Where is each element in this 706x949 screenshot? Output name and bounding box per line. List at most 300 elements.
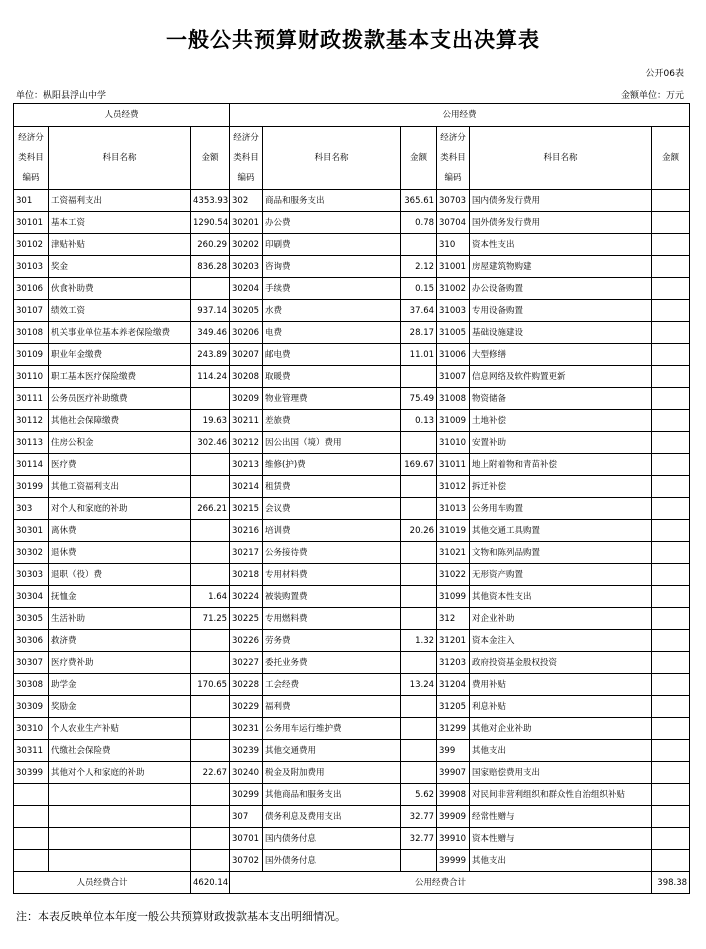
name-cell: 机关事业单位基本养老保险缴费 [49,322,191,344]
amount-cell: 19.63 [191,410,230,432]
code-cell: 30239 [230,740,263,762]
code-cell: 31009 [437,410,470,432]
col-code: 经济分类科目编码 [14,127,49,190]
code-cell: 31001 [437,256,470,278]
code-cell: 31008 [437,388,470,410]
amount-cell [401,476,437,498]
name-cell: 专用材料费 [263,564,401,586]
code-cell: 31205 [437,696,470,718]
code-cell [14,850,49,872]
name-cell: 利息补贴 [470,696,652,718]
code-cell: 30226 [230,630,263,652]
name-cell: 大型修缮 [470,344,652,366]
name-cell: 文物和陈列品购置 [470,542,652,564]
table-row [14,344,690,366]
amount-cell [652,762,690,784]
code-cell: 30208 [230,366,263,388]
table-row [14,850,690,872]
name-cell: 生活补助 [49,608,191,630]
table-note: 注：本表反映单位本年度一般公共预算财政拨款基本支出明细情况。 [16,910,346,923]
table-row [14,806,690,828]
name-cell: 医疗费补助 [49,652,191,674]
amount-cell [652,344,690,366]
amount-cell: 20.26 [401,520,437,542]
code-cell [14,828,49,850]
code-cell: 30703 [437,190,470,212]
code-cell: 30301 [14,520,49,542]
name-cell: 其他对个人和家庭的补助 [49,762,191,784]
table-row [14,432,690,454]
amount-cell: 22.67 [191,762,230,784]
name-cell: 水费 [263,300,401,322]
expenditure-table [13,103,690,894]
table-row [14,740,690,762]
amount-cell: 266.21 [191,498,230,520]
amount-cell [401,234,437,256]
code-cell: 30310 [14,718,49,740]
name-cell: 公务用车购置 [470,498,652,520]
code-cell: 31002 [437,278,470,300]
code-cell: 30304 [14,586,49,608]
amount-cell [652,784,690,806]
section-header-row [14,104,690,127]
amount-cell [191,652,230,674]
code-cell: 30228 [230,674,263,696]
code-cell: 30311 [14,740,49,762]
amount-cell [652,828,690,850]
amount-cell [652,366,690,388]
code-cell: 30214 [230,476,263,498]
amount-cell [191,696,230,718]
table-row [14,476,690,498]
name-cell: 国外债务发行费用 [470,212,652,234]
name-cell: 差旅费 [263,410,401,432]
code-cell: 39910 [437,828,470,850]
amount-cell [652,520,690,542]
table-row [14,454,690,476]
code-cell: 30227 [230,652,263,674]
code-cell: 30307 [14,652,49,674]
code-cell: 301 [14,190,49,212]
code-cell: 30109 [14,344,49,366]
code-cell: 31204 [437,674,470,696]
code-cell [14,784,49,806]
totals-row [14,872,690,894]
form-number: 公开06表 [645,69,684,79]
code-cell: 30302 [14,542,49,564]
amount-cell: 937.14 [191,300,230,322]
name-cell: 抚恤金 [49,586,191,608]
amount-cell: 11.01 [401,344,437,366]
name-cell: 对个人和家庭的补助 [49,498,191,520]
name-cell: 邮电费 [263,344,401,366]
col-code: 经济分类科目编码 [437,127,470,190]
code-cell: 30204 [230,278,263,300]
code-cell: 39999 [437,850,470,872]
name-cell: 劳务费 [263,630,401,652]
code-cell: 30303 [14,564,49,586]
name-cell: 助学金 [49,674,191,696]
code-cell: 30199 [14,476,49,498]
name-cell: 委托业务费 [263,652,401,674]
name-cell: 拆迁补偿 [470,476,652,498]
code-cell: 30201 [230,212,263,234]
amount-cell: 114.24 [191,366,230,388]
name-cell: 物资储备 [470,388,652,410]
amount-cell [652,806,690,828]
name-cell: 商品和服务支出 [263,190,401,212]
code-cell: 30113 [14,432,49,454]
table-row [14,828,690,850]
column-header-row [14,127,690,190]
table-row [14,366,690,388]
unit-label: 单位：枞阳县浮山中学 [16,91,107,101]
amount-cell [652,388,690,410]
amount-cell [191,718,230,740]
name-cell [49,806,191,828]
name-cell: 个人农业生产补贴 [49,718,191,740]
amount-cell: 71.25 [191,608,230,630]
code-cell: 31010 [437,432,470,454]
amount-cell [191,850,230,872]
amount-cell: 170.65 [191,674,230,696]
code-cell: 303 [14,498,49,520]
code-cell: 31099 [437,586,470,608]
amount-cell [652,696,690,718]
name-cell: 资本性赠与 [470,828,652,850]
name-cell: 资本金注入 [470,630,652,652]
amount-cell: 365.61 [401,190,437,212]
amount-cell [401,498,437,520]
code-cell: 31007 [437,366,470,388]
name-cell: 职工基本医疗保险缴费 [49,366,191,388]
table-row [14,212,690,234]
col-code: 经济分类科目编码 [230,127,263,190]
name-cell: 办公设备购置 [470,278,652,300]
name-cell: 手续费 [263,278,401,300]
name-cell: 对企业补助 [470,608,652,630]
amount-cell [652,564,690,586]
name-cell: 税金及附加费用 [263,762,401,784]
amount-cell [652,432,690,454]
name-cell: 其他工资福利支出 [49,476,191,498]
code-cell: 30212 [230,432,263,454]
amount-cell [652,454,690,476]
amount-cell [401,652,437,674]
amount-cell [652,476,690,498]
table-row [14,762,690,784]
table-row [14,674,690,696]
table-row [14,696,690,718]
amount-cell: 5.62 [401,784,437,806]
amount-cell: 260.29 [191,234,230,256]
code-cell: 30102 [14,234,49,256]
amount-cell: 75.49 [401,388,437,410]
name-cell: 政府投资基金股权投资 [470,652,652,674]
amount-cell [652,608,690,630]
name-cell: 无形资产购置 [470,564,652,586]
amount-cell: 4353.93 [191,190,230,212]
amount-cell: 32.77 [401,828,437,850]
name-cell: 对民间非营利组织和群众性自治组织补贴 [470,784,652,806]
amount-cell: 302.46 [191,432,230,454]
name-cell: 基本工资 [49,212,191,234]
name-cell: 住房公积金 [49,432,191,454]
name-cell: 退休费 [49,542,191,564]
amount-cell [401,718,437,740]
name-cell: 工资福利支出 [49,190,191,212]
table-row [14,498,690,520]
table-row [14,586,690,608]
amount-cell: 1.64 [191,586,230,608]
name-cell: 专用设备购置 [470,300,652,322]
name-cell: 其他商品和服务支出 [263,784,401,806]
name-cell: 奖励金 [49,696,191,718]
table-row [14,388,690,410]
name-cell: 奖金 [49,256,191,278]
name-cell: 公务用车运行维护费 [263,718,401,740]
code-cell: 31299 [437,718,470,740]
name-cell: 其他资本性支出 [470,586,652,608]
name-cell: 电费 [263,322,401,344]
code-cell: 30240 [230,762,263,784]
amount-cell [401,542,437,564]
name-cell: 福利费 [263,696,401,718]
amount-cell [401,564,437,586]
amount-cell [652,234,690,256]
code-cell: 31021 [437,542,470,564]
amount-cell [652,410,690,432]
name-cell: 地上附着物和青苗补偿 [470,454,652,476]
amount-cell: 1290.54 [191,212,230,234]
amount-cell: 32.77 [401,806,437,828]
amount-cell [191,828,230,850]
code-cell: 30206 [230,322,263,344]
code-cell: 30110 [14,366,49,388]
code-cell: 30103 [14,256,49,278]
table-row [14,410,690,432]
amount-cell [401,740,437,762]
personnel-total-amount: 4620.14 [191,872,230,894]
code-cell: 30305 [14,608,49,630]
code-cell: 30399 [14,762,49,784]
name-cell: 工会经费 [263,674,401,696]
name-cell: 信息网络及软件购置更新 [470,366,652,388]
section-public: 公用经费 [230,104,690,127]
name-cell: 办公费 [263,212,401,234]
code-cell: 30231 [230,718,263,740]
code-cell: 30224 [230,586,263,608]
code-cell: 30218 [230,564,263,586]
amount-cell [191,520,230,542]
name-cell: 救济费 [49,630,191,652]
code-cell: 30202 [230,234,263,256]
name-cell: 绩效工资 [49,300,191,322]
name-cell: 其他对企业补助 [470,718,652,740]
table-row [14,300,690,322]
amount-cell [652,652,690,674]
public-total-label: 公用经费合计 [230,872,652,894]
col-amount: 金额 [652,127,690,190]
amount-cell: 836.28 [191,256,230,278]
code-cell: 39908 [437,784,470,806]
name-cell: 被装购置费 [263,586,401,608]
table-row [14,256,690,278]
name-cell [49,850,191,872]
code-cell: 30205 [230,300,263,322]
code-cell: 30704 [437,212,470,234]
table-row [14,190,690,212]
amount-cell [191,388,230,410]
amount-cell [191,278,230,300]
name-cell: 公务员医疗补助缴费 [49,388,191,410]
amount-cell [401,432,437,454]
amount-cell [191,630,230,652]
name-cell: 基础设施建设 [470,322,652,344]
name-cell: 医疗费 [49,454,191,476]
name-cell: 退职（役）费 [49,564,191,586]
amount-cell: 243.89 [191,344,230,366]
code-cell: 30225 [230,608,263,630]
amount-cell [652,586,690,608]
code-cell: 399 [437,740,470,762]
amount-cell: 13.24 [401,674,437,696]
code-cell: 39907 [437,762,470,784]
name-cell: 债务利息及费用支出 [263,806,401,828]
name-cell: 其他支出 [470,740,652,762]
name-cell: 房屋建筑物购建 [470,256,652,278]
section-personnel: 人员经费 [14,104,230,127]
name-cell: 国家赔偿费用支出 [470,762,652,784]
amount-cell [191,542,230,564]
col-name: 科目名称 [263,127,401,190]
name-cell: 印刷费 [263,234,401,256]
personnel-total-label: 人员经费合计 [14,872,191,894]
amount-cell: 169.67 [401,454,437,476]
code-cell: 31019 [437,520,470,542]
amount-cell [191,564,230,586]
col-name: 科目名称 [470,127,652,190]
code-cell: 30308 [14,674,49,696]
public-total-amount: 398.38 [652,872,690,894]
name-cell [49,828,191,850]
name-cell: 专用燃料费 [263,608,401,630]
name-cell: 资本性支出 [470,234,652,256]
amount-cell: 0.15 [401,278,437,300]
amount-cell [652,630,690,652]
code-cell: 39909 [437,806,470,828]
name-cell: 国内债务发行费用 [470,190,652,212]
code-cell: 30217 [230,542,263,564]
name-cell: 安置补助 [470,432,652,454]
code-cell: 30106 [14,278,49,300]
table-row [14,322,690,344]
amount-cell [652,542,690,564]
name-cell: 伙食补助费 [49,278,191,300]
code-cell: 302 [230,190,263,212]
name-cell: 代缴社会保险费 [49,740,191,762]
money-unit-label: 金额单位：万元 [620,91,684,101]
code-cell: 31006 [437,344,470,366]
name-cell: 取暖费 [263,366,401,388]
name-cell: 职业年金缴费 [49,344,191,366]
amount-cell [652,190,690,212]
amount-cell [652,718,690,740]
name-cell: 费用补贴 [470,674,652,696]
name-cell: 其他支出 [470,850,652,872]
code-cell: 30299 [230,784,263,806]
name-cell: 公务接待费 [263,542,401,564]
code-cell: 31201 [437,630,470,652]
amount-cell [401,762,437,784]
code-cell: 30216 [230,520,263,542]
code-cell: 307 [230,806,263,828]
amount-cell [652,674,690,696]
name-cell: 其他社会保障缴费 [49,410,191,432]
table-row [14,630,690,652]
code-cell: 31022 [437,564,470,586]
amount-cell [652,850,690,872]
code-cell: 30107 [14,300,49,322]
code-cell: 30111 [14,388,49,410]
name-cell: 物业管理费 [263,388,401,410]
code-cell: 30309 [14,696,49,718]
amount-cell [652,322,690,344]
code-cell: 30207 [230,344,263,366]
amount-cell [191,454,230,476]
name-cell: 培训费 [263,520,401,542]
col-amount: 金额 [401,127,437,190]
amount-cell [191,476,230,498]
code-cell: 312 [437,608,470,630]
name-cell: 维修(护)费 [263,454,401,476]
table-row [14,784,690,806]
name-cell [49,784,191,806]
col-amount: 金额 [191,127,230,190]
amount-cell [652,498,690,520]
code-cell: 30229 [230,696,263,718]
name-cell: 会议费 [263,498,401,520]
code-cell: 30213 [230,454,263,476]
page-title: 一般公共预算财政拨款基本支出决算表 [166,28,540,52]
table-row [14,278,690,300]
amount-cell: 37.64 [401,300,437,322]
name-cell: 其他交通费用 [263,740,401,762]
code-cell: 31011 [437,454,470,476]
name-cell: 津贴补贴 [49,234,191,256]
code-cell: 31013 [437,498,470,520]
name-cell: 其他交通工具购置 [470,520,652,542]
table-row [14,564,690,586]
amount-cell: 0.13 [401,410,437,432]
code-cell: 30306 [14,630,49,652]
table-row [14,652,690,674]
code-cell: 30108 [14,322,49,344]
amount-cell: 28.17 [401,322,437,344]
table-row [14,608,690,630]
name-cell: 土地补偿 [470,410,652,432]
code-cell: 30702 [230,850,263,872]
code-cell: 31012 [437,476,470,498]
table-row [14,542,690,564]
code-cell: 31005 [437,322,470,344]
code-cell: 30114 [14,454,49,476]
code-cell [14,806,49,828]
name-cell: 经常性赠与 [470,806,652,828]
code-cell: 30101 [14,212,49,234]
col-name: 科目名称 [49,127,191,190]
amount-cell: 0.78 [401,212,437,234]
